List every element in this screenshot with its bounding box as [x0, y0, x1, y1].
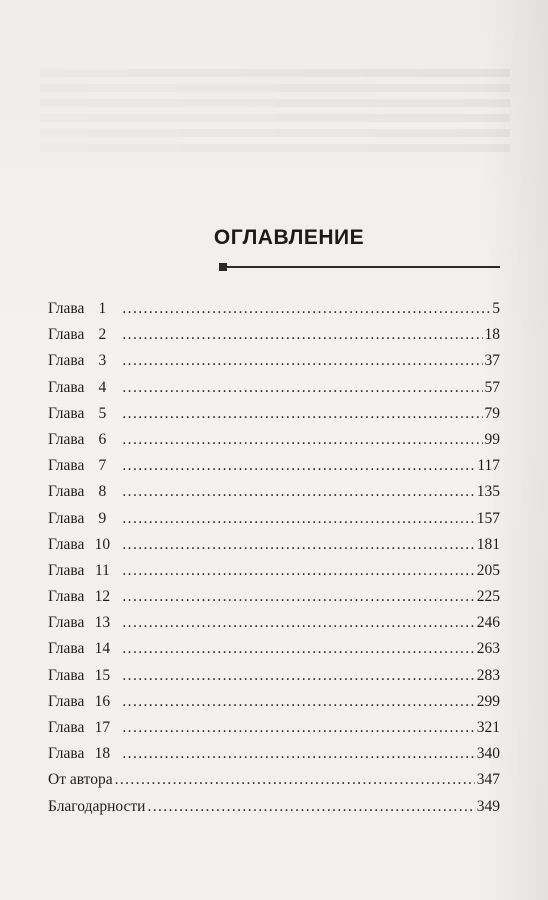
- toc-entry-word: Глава: [48, 378, 85, 396]
- toc-entry-word: Глава: [48, 300, 85, 317]
- toc-entry: [48, 405, 500, 431]
- toc-entry-label: [48, 614, 120, 632]
- toc-entry: [48, 588, 500, 614]
- toc-entry-label: [48, 562, 120, 580]
- toc-entry-page-number: 135: [476, 483, 500, 501]
- toc-entry-word: Благодарности: [48, 797, 146, 815]
- toc-entry-page-number: 225: [476, 588, 500, 606]
- table-of-contents: [48, 300, 500, 824]
- toc-entry-chapter-number: 18: [94, 745, 111, 763]
- toc-entry: [48, 536, 500, 562]
- toc-entry: [48, 798, 500, 824]
- toc-entry: [48, 614, 500, 640]
- toc-entry-label: [48, 798, 145, 816]
- toc-entry-label: [48, 379, 120, 397]
- toc-entry-page-number: 99: [484, 430, 500, 448]
- toc-entry-page-number: 57: [484, 378, 500, 396]
- toc-entry-chapter-number: 17: [94, 719, 111, 736]
- toc-entry-label: [48, 483, 120, 501]
- toc-entry: [48, 640, 500, 666]
- toc-entry-word: Глава: [48, 640, 85, 658]
- toc-entry-leader-dots: [122, 745, 474, 763]
- toc-entry-leader-dots: [122, 640, 474, 658]
- toc-entry-word: Глава: [48, 404, 85, 422]
- bleed-through-texture: [40, 40, 510, 159]
- toc-entry-page-number: 246: [476, 614, 500, 632]
- toc-entry-leader-dots: [122, 562, 474, 580]
- toc-entry-leader-dots: [122, 536, 474, 554]
- toc-title: ОГЛАВЛЕНИЕ: [213, 226, 365, 249]
- toc-entry-label: [48, 640, 120, 658]
- toc-entry-leader-dots: [122, 693, 474, 711]
- toc-entry: [48, 510, 500, 536]
- toc-entry-leader-dots: [122, 483, 474, 501]
- toc-entry-label: [48, 300, 120, 318]
- toc-entry-label: [48, 352, 120, 370]
- toc-entry-label: [48, 457, 120, 475]
- toc-entry-page-number: 79: [484, 404, 500, 422]
- toc-entry-leader-dots: [122, 379, 482, 397]
- toc-entry-word: Глава: [48, 745, 85, 763]
- toc-entry-page-number: 283: [476, 666, 500, 684]
- toc-entry-page-number: 117: [477, 457, 500, 475]
- toc-entry-leader-dots: [122, 431, 482, 449]
- title-rule: [222, 266, 500, 268]
- toc-entry-page-number: 299: [476, 692, 500, 710]
- toc-entry-page-number: 18: [484, 326, 500, 344]
- toc-entry: [48, 562, 500, 588]
- toc-entry-chapter-number: 7: [98, 457, 107, 475]
- toc-entry-leader-dots: [122, 588, 474, 606]
- toc-entry-leader-dots: [122, 300, 490, 318]
- toc-entry-leader-dots: [122, 326, 482, 344]
- toc-entry-word: Глава: [48, 692, 85, 710]
- toc-entry-label: [48, 405, 120, 423]
- toc-entry-word: Глава: [48, 614, 85, 632]
- toc-entry-chapter-number: 11: [94, 561, 110, 579]
- toc-entry-word: Глава: [48, 666, 85, 684]
- toc-entry-chapter-number: 4: [98, 378, 107, 396]
- toc-entry-label: [48, 326, 120, 344]
- toc-entry-page-number: 340: [476, 745, 500, 763]
- toc-entry-chapter-number: 3: [98, 352, 107, 370]
- toc-entry-label: [48, 693, 120, 711]
- toc-entry-label: [48, 431, 120, 449]
- toc-entry-chapter-number: 15: [94, 666, 111, 684]
- toc-entry-leader-dots: [122, 667, 474, 685]
- toc-entry-page-number: 321: [476, 719, 500, 736]
- toc-entry: [48, 326, 500, 352]
- toc-entry-word: Глава: [48, 326, 85, 344]
- toc-entry-label: [48, 771, 113, 789]
- toc-entry: [48, 771, 500, 797]
- toc-entry-word: Глава: [48, 483, 85, 501]
- toc-entry-label: [48, 510, 120, 528]
- toc-entry-leader-dots: [122, 614, 474, 632]
- toc-entry-page-number: 263: [476, 640, 500, 658]
- toc-entry-label: [48, 667, 120, 685]
- toc-entry-leader-dots: [147, 798, 474, 816]
- toc-entry-chapter-number: 5: [98, 404, 107, 422]
- toc-entry: [48, 483, 500, 509]
- toc-entry-chapter-number: 10: [94, 535, 111, 553]
- toc-entry-chapter-number: 12: [94, 588, 111, 606]
- toc-entry-label: [48, 719, 120, 737]
- toc-entry-label: [48, 745, 120, 763]
- toc-entry-word: Глава: [48, 352, 85, 370]
- toc-entry-word: Глава: [48, 719, 85, 736]
- toc-entry-chapter-number: 1: [98, 300, 107, 317]
- toc-entry: [48, 379, 500, 405]
- toc-entry-word: Глава: [48, 430, 85, 448]
- toc-entry-page-number: 157: [476, 509, 500, 527]
- toc-entry: [48, 300, 500, 326]
- toc-entry-chapter-number: 16: [94, 692, 111, 710]
- toc-entry-word: Глава: [48, 588, 85, 606]
- toc-entry-page-number: 5: [492, 300, 500, 317]
- toc-entry-word: Глава: [48, 561, 85, 579]
- toc-entry: [48, 352, 500, 378]
- toc-entry-leader-dots: [122, 457, 475, 475]
- toc-entry-page-number: 205: [476, 561, 500, 579]
- toc-entry: [48, 693, 500, 719]
- toc-entry-chapter-number: 13: [94, 614, 111, 632]
- toc-entry-chapter-number: 2: [98, 326, 107, 344]
- toc-entry-leader-dots: [115, 771, 475, 789]
- toc-entry-word: Глава: [48, 509, 85, 527]
- toc-entry: [48, 745, 500, 771]
- toc-entry-chapter-number: 8: [98, 483, 107, 501]
- toc-entry-leader-dots: [122, 719, 474, 737]
- toc-entry-leader-dots: [122, 510, 474, 528]
- toc-entry: [48, 719, 500, 745]
- toc-entry-label: [48, 588, 120, 606]
- toc-entry-chapter-number: 9: [98, 509, 107, 527]
- toc-entry-page-number: 349: [476, 797, 500, 815]
- toc-entry-page-number: 347: [476, 771, 500, 789]
- toc-entry-page-number: 37: [484, 352, 500, 370]
- toc-entry: [48, 667, 500, 693]
- toc-entry-page-number: 181: [476, 535, 500, 553]
- toc-entry-word: Глава: [48, 535, 85, 553]
- toc-entry-leader-dots: [122, 352, 482, 370]
- toc-entry-label: [48, 536, 120, 554]
- toc-entry: [48, 431, 500, 457]
- toc-entry-word: Глава: [48, 457, 85, 475]
- toc-entry-chapter-number: 14: [94, 640, 111, 658]
- toc-entry-word: От автора: [48, 771, 113, 789]
- toc-entry-leader-dots: [122, 405, 482, 423]
- toc-entry: [48, 457, 500, 483]
- toc-entry-chapter-number: 6: [98, 430, 107, 448]
